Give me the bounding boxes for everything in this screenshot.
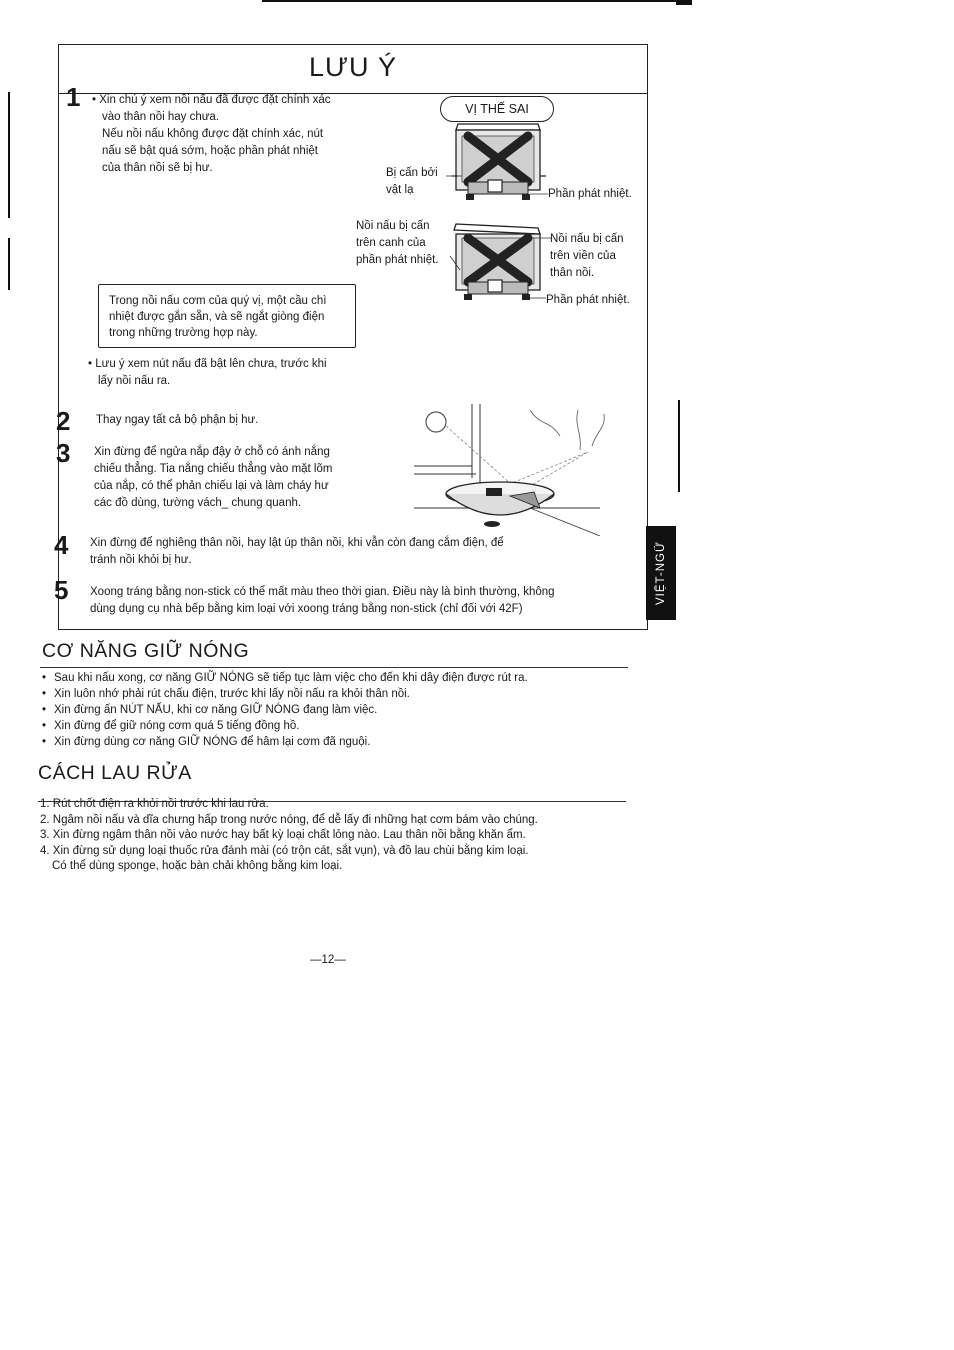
item1-line: Nếu nồi nấu không được đặt chính xác, nút <box>102 128 324 140</box>
label-line: Bị cấn bởi <box>386 167 438 179</box>
keep-warm-rule <box>40 667 628 668</box>
sunlight-reflection-illustration <box>410 396 610 536</box>
item1-line: vào thân nồi hay chưa. <box>102 111 220 123</box>
label-foreign-object <box>386 165 438 199</box>
item5-line: Xoong tráng bằng non-stick có thể mất màu theo thời gian. Điều này là bình thường, không <box>90 586 555 598</box>
label-line: Nồi nấu bị cấn <box>356 220 430 232</box>
note-line: nhiệt được gắn sẵn, và sẽ ngắt giòng điện <box>109 311 325 323</box>
label-heater-1: Phần phát nhiệt. <box>548 188 632 200</box>
label-line: trên viền của <box>550 250 616 262</box>
item3-text <box>94 444 332 512</box>
label-rim <box>550 231 624 282</box>
scan-edge-left-2 <box>8 238 10 290</box>
language-tab-label: VIỆT-NGỮ <box>655 541 667 605</box>
top-rule <box>262 0 690 2</box>
item1-line: của thân nồi sẽ bị hư. <box>102 162 213 174</box>
label-line: phần phát nhiệt. <box>356 254 439 266</box>
item3-line: các đồ dùng, tường vách_ chung quanh. <box>94 497 302 509</box>
cleaning-step: Có thể dùng sponge, hoặc bàn chải không bằng kim loại. <box>52 860 343 872</box>
cleaning-list <box>40 797 538 875</box>
item2-text: Thay ngay tất cả bộ phận bị hư. <box>96 414 259 426</box>
cleaning-step: 4. Xin đừng sử dụng loại thuốc rửa đánh mài (có trộn cát, sắt vụn), và đồ lau chùi bằng kim loại. <box>40 844 529 857</box>
note-line: Trong nồi nấu cơm của quý vị, một cầu chì <box>109 295 327 307</box>
label-heater-2: Phần phát nhiệt. <box>546 294 630 306</box>
item3-line: của nắp, có thể phản chiếu lại và làm cháy hư <box>94 480 329 492</box>
item5-line: dùng dụng cụ nhà bếp bằng kim loại với xoong tráng bằng non-stick (chỉ đối với 42F) <box>90 603 523 615</box>
item4-text <box>90 535 504 569</box>
caution-title: LƯU Ý <box>308 52 398 82</box>
keep-warm-item: • Xin đừng dùng cơ năng GIỮ NÓNG để hâm lại cơm đã nguội. <box>54 734 528 750</box>
keep-warm-item: • Xin đừng để giữ nóng cơm quá 5 tiếng đồng hồ. <box>54 718 528 734</box>
keep-warm-item: • Xin đừng ấn NÚT NẤU, khi cơ năng GIỮ NÓNG đang làm việc. <box>54 702 528 718</box>
keep-warm-list <box>54 670 528 750</box>
item1-line: • Xin chú ý xem nồi nấu đã được đặt chính xác <box>92 94 331 106</box>
item3-line: chiếu thẳng. Tia nắng chiếu thẳng vào mặt lõm <box>94 463 333 475</box>
check-line: lấy nồi nấu ra. <box>98 375 171 387</box>
item-number-5: 5 <box>54 575 69 605</box>
item-number-1: 1 <box>66 82 81 112</box>
scan-edge-left <box>8 92 10 218</box>
scan-edge-right <box>678 400 680 492</box>
item1-line: nấu sẽ bật quá sớm, hoặc phần phát nhiệt <box>102 145 318 157</box>
item1-text <box>92 92 331 177</box>
label-line: Nồi nấu bị cấn <box>550 233 624 245</box>
label-line: thân nồi. <box>550 267 595 279</box>
item1-check-text <box>88 356 327 390</box>
item4-line: Xin đừng để nghiêng thân nồi, hay lật úp thân nồi, khi vẫn còn đang cắm điện, để <box>90 537 504 549</box>
wrong-position-label: VỊ THẾ SAI <box>440 96 554 122</box>
label-edge-heater <box>356 218 439 269</box>
keep-warm-item: • Sau khi nấu xong, cơ năng GIỮ NÓNG sẽ tiếp tục làm việc cho đến khi dây điện được rút ra. <box>54 670 528 686</box>
page-number: —12— <box>310 954 346 966</box>
item-number-3: 3 <box>56 438 71 468</box>
cleaning-step: 2. Ngâm nồi nấu và dĩa chưng hấp trong nước nóng, để dễ lấy đi những hạt cơm bám vào chúng. <box>40 813 538 826</box>
item-number-4: 4 <box>54 530 69 560</box>
top-rule-tip <box>676 0 692 5</box>
cleaning-title: CÁCH LAU RỬA <box>38 762 192 784</box>
item3-line: Xin đừng để ngửa nắp đậy ở chỗ có ánh nắng <box>94 446 330 458</box>
item5-text <box>90 584 555 618</box>
cleaning-step: 3. Xin đừng ngâm thân nồi vào nước hay bất kỳ loại chất lỏng nào. Lau thân nồi bằng khăn ẩm. <box>40 829 526 841</box>
item4-line: tránh nồi khỏi bị hư. <box>90 554 192 566</box>
keep-warm-title: CƠ NĂNG GIỮ NÓNG <box>42 640 250 662</box>
keep-warm-item: • Xin luôn nhớ phải rút chấu điện, trước khi lấy nồi nấu ra khỏi thân nồi. <box>54 686 528 702</box>
label-line: vật lạ <box>386 184 414 196</box>
check-line: • Lưu ý xem nút nấu đã bật lên chưa, trước khi <box>88 358 327 370</box>
label-line: trên canh của <box>356 237 426 249</box>
cleaning-step: 1. Rút chốt điện ra khỏi nồi trước khi lau rửa. <box>40 798 269 810</box>
thermal-fuse-note <box>98 284 356 348</box>
note-line: trong những trường hợp này. <box>109 327 258 339</box>
item-number-2: 2 <box>56 406 71 436</box>
